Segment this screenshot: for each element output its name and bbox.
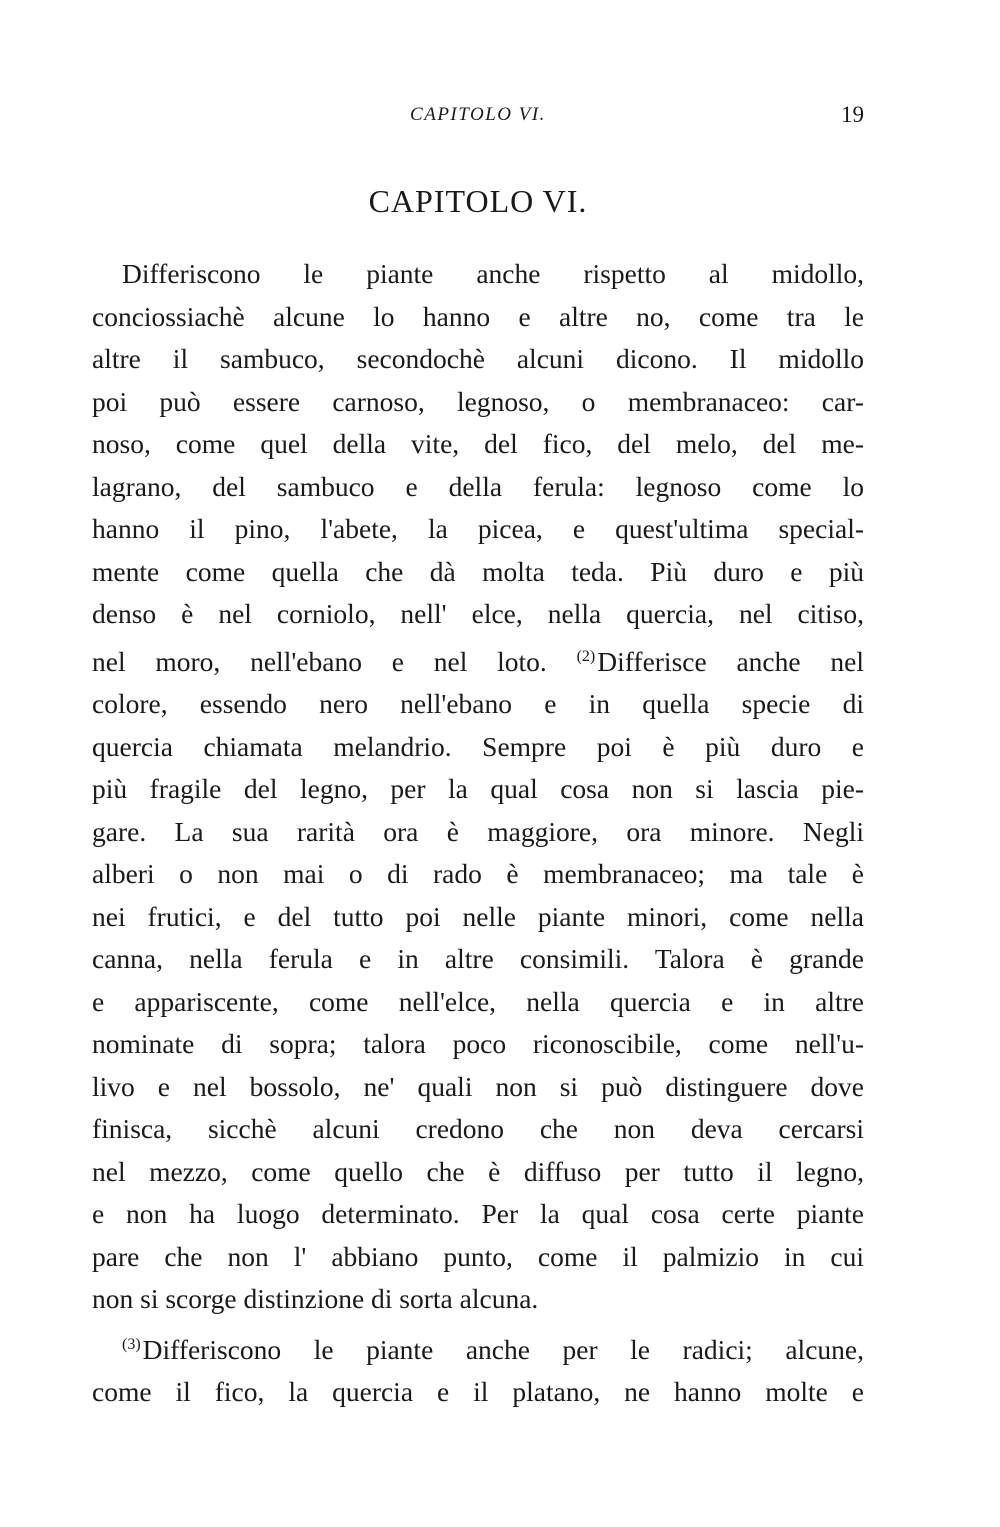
footnote-marker: (2): [576, 647, 596, 665]
text-line: mente come quella che dà molta teda. Più duro e più: [92, 555, 864, 587]
page-number: 19: [841, 102, 864, 127]
text-line: colore, essendo nero nell'ebano e in quella specie di: [92, 688, 864, 719]
text-line: nei frutici, e del tutto poi nelle piante minori, come nella: [92, 900, 864, 932]
running-head: [92, 104, 864, 134]
text-line: non si scorge distinzione di sorta alcuna.: [92, 1283, 539, 1314]
text-line: canna, nella ferula e in altre consimili. Talora è grande: [92, 943, 864, 974]
running-title: CAPITOLO VI.: [410, 104, 546, 125]
footnote-marker: (3): [122, 1335, 141, 1353]
body-text: [92, 253, 864, 1414]
text-segment: Differiscono le piante anche per le radici; alcune,: [142, 1333, 864, 1365]
text-line: Differiscono le piante anche rispetto al midollo,: [122, 258, 864, 289]
text-line-with-note: [92, 636, 864, 684]
text-line: conciossiachè alcune lo hanno e altre no, come tra le: [92, 300, 864, 332]
text-line: e non ha luogo determinato. Per la qual cosa certe piante: [92, 1198, 864, 1229]
text-line: denso è nel corniolo, nell' elce, nella quercia, nel citiso,: [92, 598, 864, 629]
text-line: finisca, sicchè alcuni credono che non deva cercarsi: [92, 1113, 864, 1144]
text-segment: nel moro, nell'ebano e nel loto.: [92, 645, 547, 677]
text-line: lagrano, del sambuco e della ferula: legnoso come lo: [92, 470, 864, 502]
text-segment: Differisce anche nel: [597, 645, 864, 677]
text-line-with-note: [92, 1324, 864, 1372]
text-line: come il fico, la quercia e il platano, ne hanno molte e: [92, 1376, 864, 1407]
text-segment: [122, 1334, 864, 1365]
text-line: nominate di sopra; talora poco riconoscibile, come nell'u-: [92, 1028, 864, 1059]
paragraph-midollo: [92, 253, 864, 1321]
text-line: quercia chiamata melandrio. Sempre poi è più duro e: [92, 730, 864, 762]
text-line: e appariscente, come nell'elce, nella quercia e in altre: [92, 985, 864, 1017]
text-line: hanno il pino, l'abete, la picea, e quest'ultima special-: [92, 513, 864, 544]
paragraph-radici: [92, 1324, 864, 1414]
text-line: altre il sambuco, secondochè alcuni dicono. Il midollo: [92, 343, 864, 374]
text-line: alberi o non mai o di rado è membranaceo; ma tale è: [92, 858, 864, 889]
text-line: livo e nel bossolo, ne' quali non si può distinguere dove: [92, 1070, 864, 1102]
text-line: più fragile del legno, per la qual cosa non si lascia pie-: [92, 773, 864, 804]
text-line: pare che non l' abbiano punto, come il palmizio in cui: [92, 1240, 864, 1272]
text-line: poi può essere carnoso, legnoso, o membranaceo: car-: [92, 385, 864, 417]
text-line: noso, come quel della vite, del fico, del melo, del me-: [92, 428, 864, 459]
chapter-title: CAPITOLO VI.: [368, 183, 588, 219]
text-segment: [577, 646, 864, 677]
text-line: nel mezzo, come quello che è diffuso per tutto il legno,: [92, 1155, 864, 1187]
text-line: gare. La sua rarità ora è maggiore, ora minore. Negli: [92, 815, 864, 847]
